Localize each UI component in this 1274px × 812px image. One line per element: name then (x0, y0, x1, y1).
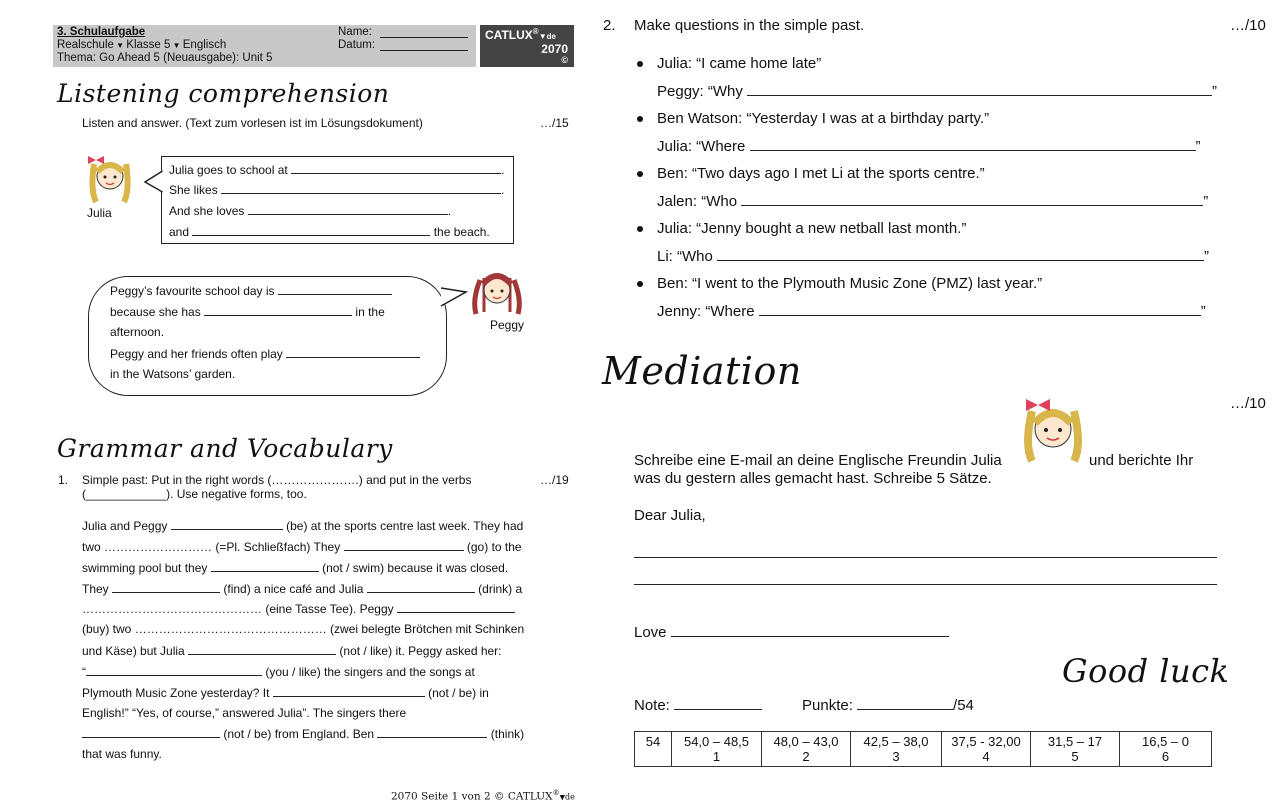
note-field[interactable] (674, 695, 762, 710)
email-closing: Love (634, 622, 949, 641)
punkte-label: Punkte: (802, 697, 853, 714)
note-label: Note: (634, 697, 670, 714)
bubble-pointer (143, 170, 163, 194)
cloze-line-10: English!” “Yes, of course,” answered Julia”. The singers there (82, 706, 407, 720)
questions-title: Make questions in the simple past. (634, 17, 865, 34)
grade-cell: 48,0 – 43,0 2 (762, 732, 851, 767)
question-answer-row-3: Jalen: “Who ” (657, 193, 1209, 210)
email-line-1[interactable] (634, 557, 1217, 558)
peggy-illustration (466, 264, 528, 320)
cloze-dots[interactable]: ……………………………………… (82, 602, 262, 616)
question-answer-row-5: Jenny: “Where ” (657, 303, 1206, 320)
cloze-line-8: “ (you / like) the singers and the songs at (82, 665, 475, 679)
answer-blank[interactable] (286, 346, 420, 358)
cloze-blank[interactable] (344, 539, 464, 551)
good-luck-text: Good luck (1062, 652, 1230, 690)
bullet (637, 171, 643, 177)
cloze-dots[interactable]: ………………………………………… (134, 622, 327, 636)
question-statement-5: Ben: “I went to the Plymouth Music Zone (PMZ) last year.” (657, 275, 1043, 292)
cloze-blank[interactable] (273, 685, 425, 697)
julia-label: Julia (87, 206, 112, 220)
question-answer-blank[interactable] (747, 81, 1212, 96)
bullet (637, 226, 643, 232)
grammar-heading: Grammar and Vocabulary (57, 434, 393, 463)
bubble-pointer (440, 286, 468, 310)
punkte-total: /54 (953, 697, 974, 714)
cloze-line-4: They (find) a nice café and Julia (drink) a (82, 582, 523, 596)
question-statement-4: Julia: “Jenny bought a new netball last month.” (657, 220, 967, 237)
grade-cell: 42,5 – 38,0 3 (851, 732, 942, 767)
note-row (634, 695, 762, 714)
punkte-row (802, 695, 974, 714)
cloze-blank[interactable] (171, 518, 283, 530)
question-answer-row-4: Li: “Who ” (657, 248, 1210, 265)
grade-cell: 54,0 – 48,5 1 (672, 732, 762, 767)
mediation-task-line-1b: und berichte Ihr (1089, 452, 1194, 469)
peggy-label: Peggy (490, 318, 525, 332)
cloze-blank[interactable] (82, 726, 220, 738)
cloze-dots[interactable]: ……………………… (104, 540, 213, 554)
school-select[interactable]: Realschule (57, 39, 114, 51)
question-statement-1: Julia: “I came home late” (657, 55, 822, 72)
cloze-line-11: (not / be) from England. Ben (think) (82, 726, 524, 741)
date-field[interactable] (380, 50, 468, 51)
subject-label: Englisch (182, 39, 227, 51)
name-label: Name: (338, 26, 372, 38)
exam-topic: Thema: Go Ahead 5 (Neuausgabe): Unit 5 (57, 52, 273, 64)
cloze-line-5: ……………………………………… (eine Tasse Tee). Peggy (82, 601, 515, 616)
exam-school-line: Realschule ▼ Klasse 5 ▼ Englisch (57, 39, 227, 51)
bullet (637, 281, 643, 287)
julia-illustration-mediation (1018, 393, 1088, 467)
question-answer-blank[interactable] (741, 191, 1203, 206)
cloze-line-7: und Käse) but Julia (not / like) it. Peggy asked her: (82, 644, 502, 658)
mediation-task-line-2: was du gestern alles gemacht hast. Schreibe 5 Sätze. (634, 470, 992, 487)
bullet (637, 116, 643, 122)
answer-blank[interactable] (278, 283, 392, 295)
question-answer-blank[interactable] (759, 301, 1201, 316)
mediation-heading: Mediation (602, 349, 802, 393)
grade-cell: 16,5 – 0 6 (1120, 732, 1212, 767)
julia-line-3: And she loves . (169, 204, 452, 218)
listening-heading: Listening comprehension (57, 79, 390, 108)
date-label: Datum: (338, 39, 376, 51)
questions-number: 2. (603, 17, 616, 34)
closing-signature-blank[interactable] (671, 622, 949, 637)
grade-table-row (635, 732, 1212, 767)
cloze-blank[interactable] (188, 643, 336, 655)
name-field[interactable] (380, 37, 468, 38)
email-line-2[interactable] (634, 584, 1217, 585)
julia-line-2: She likes . (169, 183, 505, 197)
grade-table (634, 731, 1212, 767)
cloze-line-2: two ……………………… (=Pl. Schließfach) They (go) to the (82, 540, 522, 554)
answer-blank[interactable] (248, 203, 448, 215)
peggy-line-1: Peggy’s favourite school day is (110, 283, 392, 298)
cloze-line-9: Plymouth Music Zone yesterday? It (not / be) in (82, 686, 489, 700)
answer-blank[interactable] (221, 182, 501, 194)
exam-title: 3. Schulaufgabe (57, 26, 146, 38)
listening-points: …/15 (540, 116, 569, 130)
question-answer-row-2: Julia: “Where ” (657, 138, 1201, 155)
answer-blank[interactable] (291, 162, 501, 174)
cloze-line-6: (buy) two ………………………………………… (zwei belegte Brötchen mit Schinken (82, 622, 525, 636)
answer-blank[interactable] (192, 224, 430, 236)
cloze-blank[interactable] (377, 726, 487, 738)
peggy-line-3: afternoon. (110, 325, 165, 339)
logo-copyright: © (561, 55, 568, 65)
cloze-blank[interactable] (211, 560, 319, 572)
question-answer-row-1: Peggy: “Why ” (657, 83, 1218, 100)
question-answer-blank[interactable] (750, 136, 1196, 151)
cloze-blank[interactable] (367, 581, 475, 593)
grade-cell: 31,5 – 17 5 (1031, 732, 1120, 767)
mediation-points: …/10 (1230, 395, 1266, 412)
grammar-instruction-1: Simple past: Put in the right words (………………….) and put in the verbs (82, 473, 472, 487)
cloze-line-3: swimming pool but they (not / swim) because it was closed. (82, 561, 509, 575)
answer-blank[interactable] (204, 304, 352, 316)
question-statement-3: Ben: “Two days ago I met Li at the sports centre.” (657, 165, 985, 182)
julia-illustration (84, 150, 136, 206)
cloze-blank[interactable] (86, 664, 262, 676)
cloze-blank[interactable] (112, 581, 220, 593)
julia-line-1: Julia goes to school at . (169, 163, 505, 177)
question-statement-2: Ben Watson: “Yesterday I was at a birthday party.” (657, 110, 990, 127)
logo-number: 2070 (541, 42, 568, 56)
question-answer-blank[interactable] (717, 246, 1204, 261)
grade-select[interactable]: Klasse 5 (126, 39, 171, 51)
grammar-points: …/19 (540, 473, 569, 487)
peggy-line-5: in the Watsons’ garden. (110, 367, 236, 381)
peggy-line-4: Peggy and her friends often play (110, 346, 420, 361)
peggy-line-2: because she has in the (110, 305, 385, 319)
exam-header (53, 25, 476, 67)
cloze-blank[interactable] (397, 601, 515, 613)
grammar-number: 1. (58, 473, 69, 487)
grade-cell: 37,5 - 32,00 4 (942, 732, 1031, 767)
grade-cell: 54 (635, 732, 672, 767)
bullet (637, 61, 643, 67)
catlux-logo: CATLUX®▼de 2070 © (480, 25, 574, 67)
julia-line-4: and the beach. (169, 225, 490, 239)
email-greeting: Dear Julia, (634, 507, 706, 524)
grammar-instruction-2: (____________). Use negative forms, too. (82, 487, 307, 501)
cloze-line-1: Julia and Peggy (be) at the sports centre last week. They had (82, 519, 524, 533)
punkte-field[interactable] (857, 695, 953, 710)
listening-instruction: Listen and answer. (Text zum vorlesen ist im Lösungsdokument) (82, 116, 423, 130)
cloze-line-12: that was funny. (82, 747, 162, 761)
questions-points: …/10 (1230, 17, 1266, 34)
mediation-task-line-1: Schreibe eine E-mail an deine Englische Freundin Julia (634, 452, 1002, 469)
page-footer: 2070 Seite 1 von 2 © CATLUX®▼de (391, 789, 575, 803)
